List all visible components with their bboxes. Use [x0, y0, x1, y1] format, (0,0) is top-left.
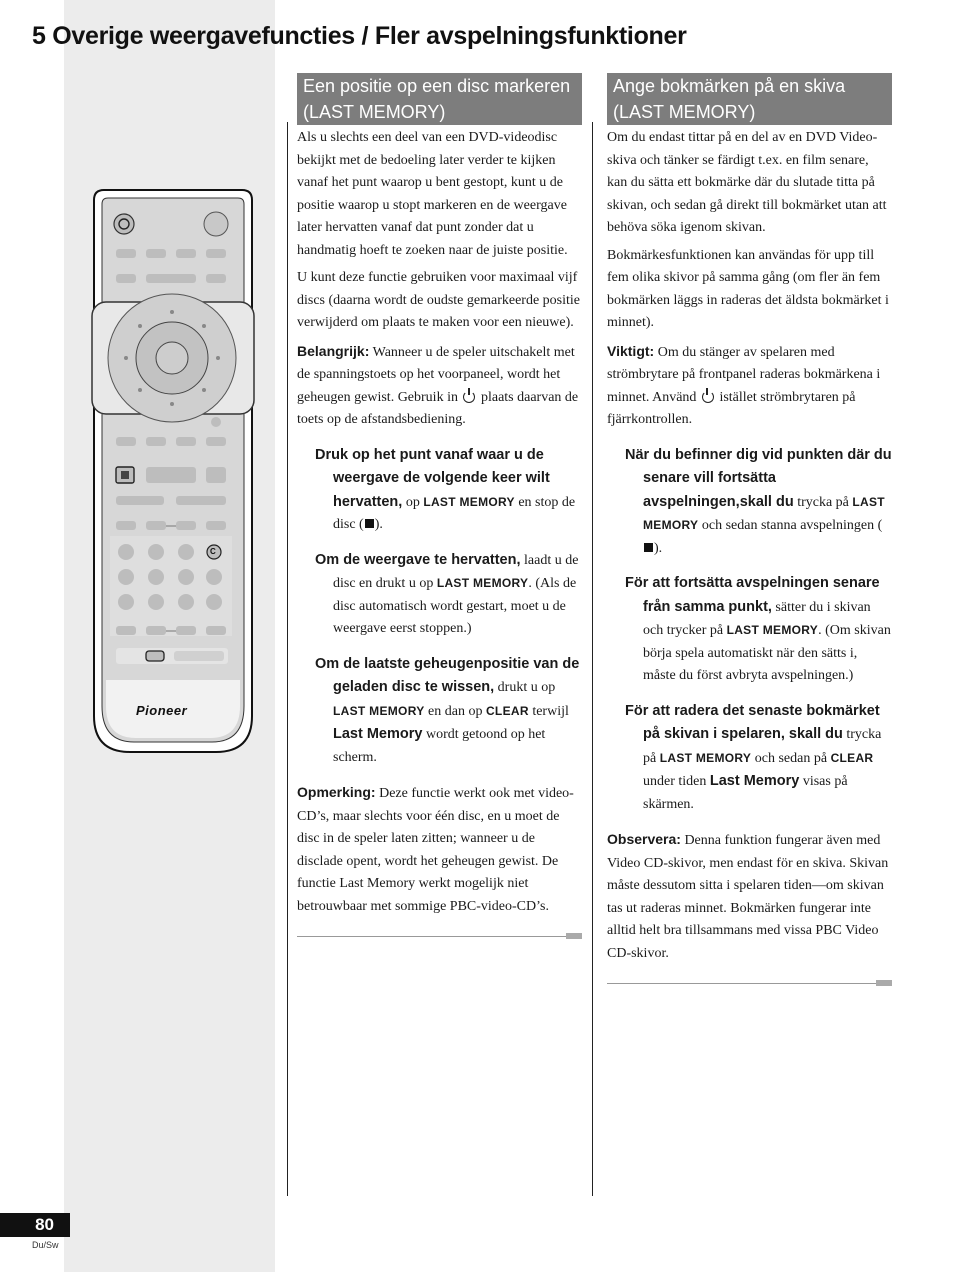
page-language: Du/Sw [32, 1240, 59, 1250]
key-label: LAST MEMORY [436, 576, 529, 590]
section-heading: Een positie op een disc markeren (LAST MEMORY) [297, 73, 582, 125]
key-label: LAST MEMORY [659, 750, 752, 765]
step-item: Om de weergave te hervatten, laadt u de disc en drukt u op LAST MEMORY. (Als de disc automatisch wordt gestart, moet u de weergave eerst stoppen.) [315, 551, 579, 636]
key-label: LAST MEMORY [726, 623, 819, 637]
step-item: För att radera det senaste bokmärket på skivan i spelaren, skall du trycka på LAST MEMORY och sedan på CLEAR under tiden Last Memory visas på skärmen. [625, 702, 882, 812]
note-label: Opmerking: [297, 784, 376, 800]
pioneer-logo: Pioneer [136, 703, 188, 718]
section-heading: Ange bokmärken på en skiva (LAST MEMORY) [607, 73, 892, 125]
note: Opmerking: Deze functie werkt ook met video-CD’s, maar slechts voor één disc, en u moet de disc in de speler laten zitten; wanneer u de disclade opent, wordt het geheugen gewist. De functie Last Memory werkt mogelijk niet betrouwbaar met sommige PBC-video-CD’s. [297, 784, 574, 914]
clear-key-glyph: C [210, 547, 216, 556]
section-end-rule [297, 936, 582, 937]
power-icon [702, 391, 714, 403]
power-icon [463, 391, 475, 403]
column-divider-right [592, 122, 593, 1196]
step-item: För att fortsätta avspelningen senare från samma punkt, sätter du i skivan och trycker på LAST MEMORY. (Om skivan börja spela automatiskt när den sätts i, måste du först avbryta avspelningen.) [625, 575, 891, 683]
page-title: 5 Overige weergavefuncties / Fler avspelningsfunktioner [32, 22, 687, 50]
remote-control-illustration [88, 186, 258, 756]
paragraph: Om du endast tittar på en del av en DVD Video-skiva och tänker se färdigt t.ex. en film senare, kan du sätta ett bokmärke där du slutade titta på skivan, och sedan gå direkt till bokmärket utan att behöva söka igenom skivan. [607, 130, 887, 235]
column-divider-left [287, 122, 288, 1196]
step-item: Druk op het punt vanaf waar u de weergave de volgende keer wilt hervatten, op LAST MEMORY en stop de disc ( ). [315, 446, 576, 532]
important-label: Belangrijk: [297, 342, 370, 359]
swedish-column [607, 73, 892, 984]
note: Observera: Denna funktion fungerar även med Video CD-skivor, men endast för en skiva. Skivan måste dessutom sitta i spelaren tiden—om skivan tas ut raderas minnet. Bokmärken fungerar inte alltid helt bra tillsammans med vissa PBC Video CD-skivor. [607, 831, 889, 961]
key-label: CLEAR [830, 750, 874, 765]
step-item: Om de laatste geheugenpositie van de geladen disc te wissen, drukt u op LAST MEMORY en dan op CLEAR terwijl Last Memory wordt getoond op het scherm. [315, 655, 580, 765]
key-label: LAST MEMORY [643, 494, 885, 532]
dutch-column [297, 73, 582, 937]
key-label: CLEAR [485, 703, 529, 718]
page-number: 80 [0, 1213, 70, 1237]
important-note: Viktigt: Om du stänger av spelaren med strömbrytare på frontpanel raderas bokmärkena i minnet. Använd istället strömbrytaren på fjärrkontrollen. [607, 342, 881, 427]
section-end-rule [607, 983, 892, 984]
key-label: LAST MEMORY [333, 703, 425, 718]
stop-icon [365, 519, 374, 528]
note-label: Observera: [607, 831, 681, 847]
paragraph: U kunt deze functie gebruiken voor maximaal vijf discs (daarna wordt de oudste gemarkeerde positie verwijderd om plaats te maken voor een nieuwe). [297, 270, 581, 330]
stop-icon [644, 543, 653, 552]
step-item: När du befinner dig vid punkten där du senare vill fortsätta avspelningen,skall du trycka på LAST MEMORY och sedan stanna avspelningen (). [625, 446, 892, 556]
key-label: LAST MEMORY [423, 494, 515, 509]
paragraph: Als u slechts een deel van een DVD-videodisc bekijkt met de bedoeling later verder te kijken vanaf het punt waarop u bent gestopt, kunt u de positie waarop u stopt markeren en de weergave later hervatten vanaf dat punt zonder dat u handmatig hoeft te zoeken naar de juiste positie. [297, 130, 568, 258]
important-note: Belangrijk: Wanneer u de speler uitschakelt met de spanningstoets op het voorpaneel, wordt het geheugen gewist. Gebruik in plaats daarvan de toets op de afstandsbediening. [297, 342, 579, 427]
paragraph: Bokmärkesfunktionen kan användas för upp till fem olika skivor på samma gång (om fler än fem bokmärken läggs in raderas det äldsta bokmärket i minnet). [607, 247, 889, 330]
important-label: Viktigt: [607, 342, 655, 359]
